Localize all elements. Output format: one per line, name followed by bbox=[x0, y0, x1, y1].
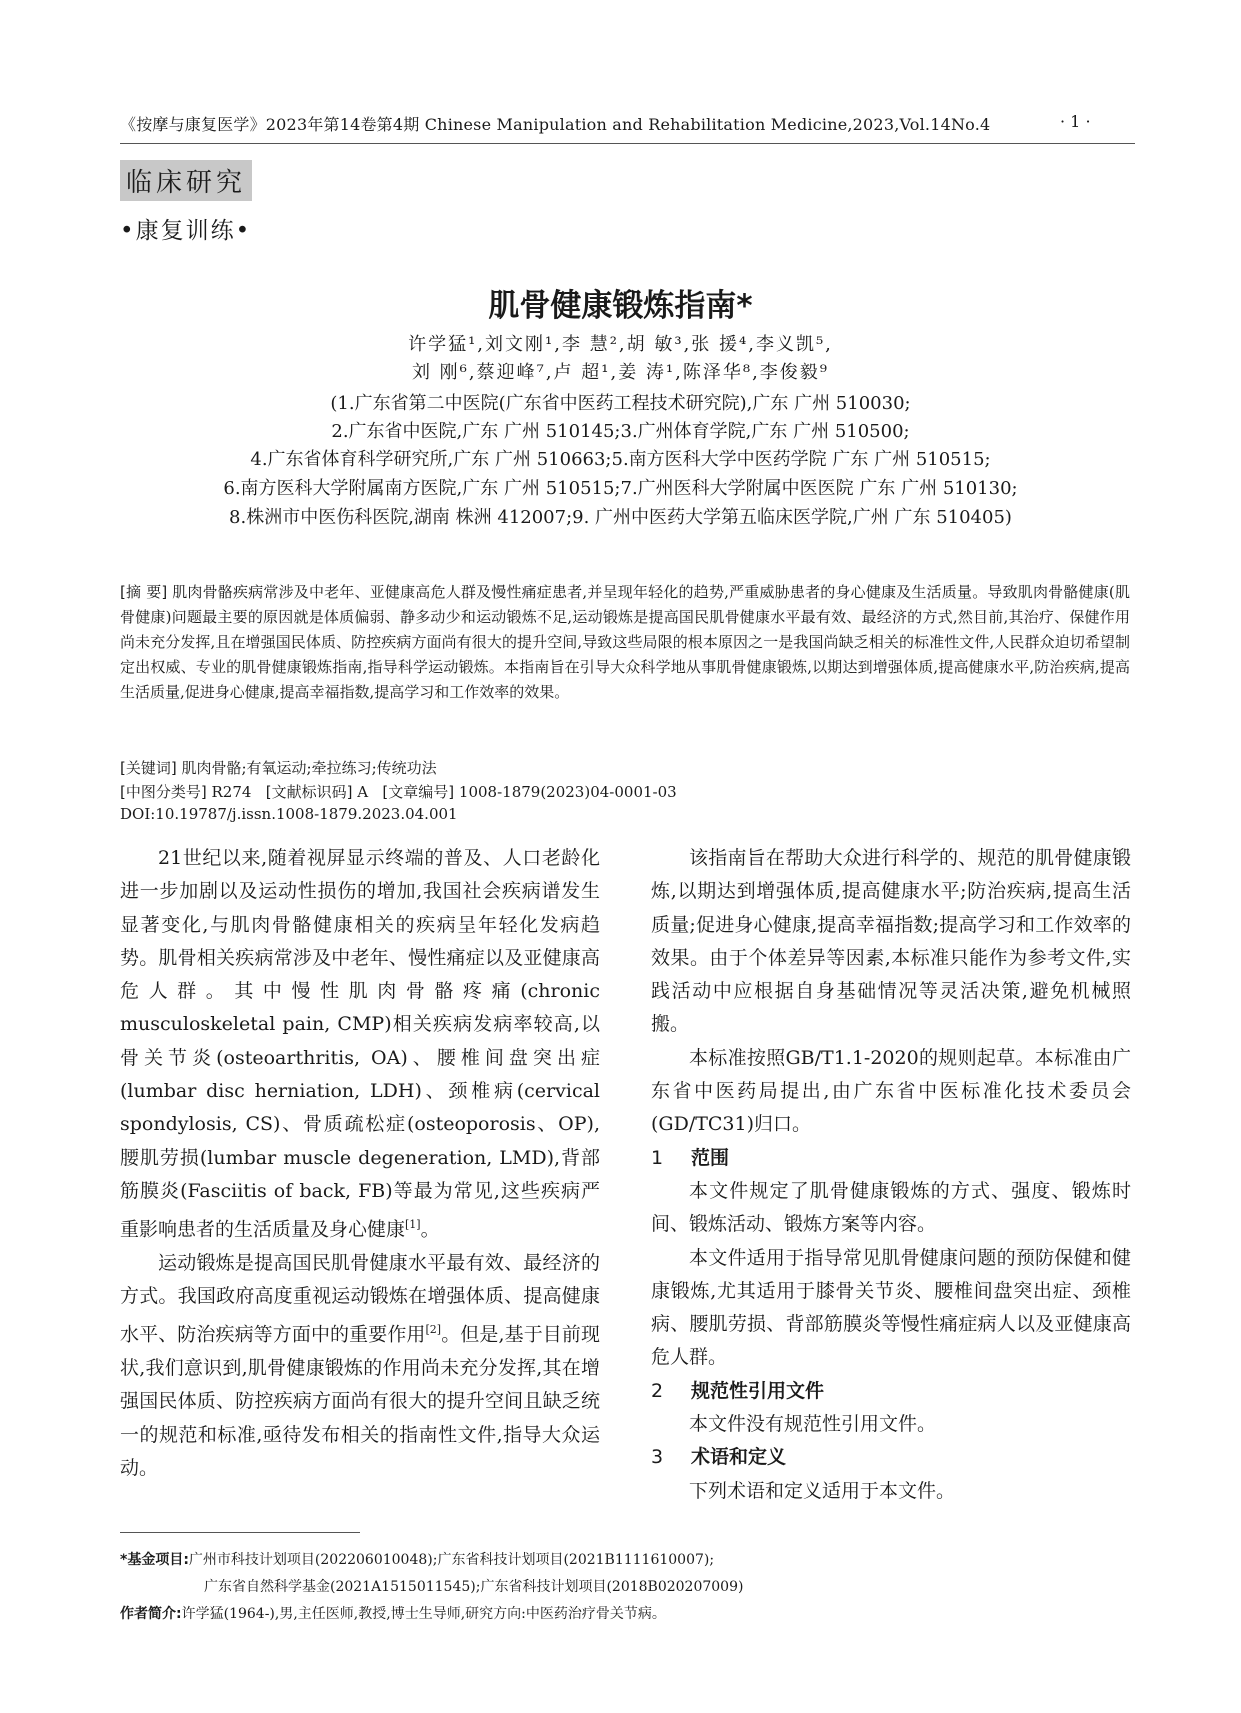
affiliation-line-5: 8.株洲市中医伤科医院,湖南 株洲 412007;9. 广州中医药大学第五临床医学院,广州 广东 510405) bbox=[229, 507, 1012, 528]
section-tag: 临床研究 bbox=[120, 160, 252, 201]
scope-paragraph-1: 本文件规定了肌骨健康锻炼的方式、强度、锻炼时间、锻炼活动、锻炼方案等内容。 bbox=[651, 1179, 1131, 1236]
header-rule bbox=[120, 143, 1135, 144]
references-paragraph: 本文件没有规范性引用文件。 bbox=[689, 1413, 937, 1436]
doi: DOI:10.19787/j.issn.1008-1879.2023.04.001 bbox=[120, 805, 458, 823]
terms-paragraph: 下列术语和定义适用于本文件。 bbox=[689, 1479, 956, 1502]
section-2-heading bbox=[651, 1375, 1131, 1408]
affiliation-line-2: 2.广东省中医院,广东 广州 510145;3.广州体育学院,广东 广州 510500; bbox=[331, 421, 910, 442]
intro-p2b-text: 。但是,基于目前现状,我们意识到,肌骨健康锻炼的作用尚未充分发挥,其在增强国民体质、防控疾病方面尚有很大的提升空间且缺乏统一的规范和标准,亟待发布相关的指南性文件,指导大众运动。 bbox=[120, 1323, 600, 1479]
classification-line bbox=[120, 781, 677, 802]
right-column bbox=[651, 842, 1131, 1508]
footnote-rule bbox=[120, 1532, 360, 1533]
section-1-heading bbox=[651, 1142, 1131, 1175]
drafting-paragraph: 本标准按照GB/T1.1-2020的规则起草。本标准由广东省中医药局提出,由广东省中医标准化技术委员会(GD/TC31)归口。 bbox=[651, 1046, 1131, 1136]
fund-footnote-line-2: 广东省自然科学基金(2021A1515011545);广东省科技计划项目(2018B020207009) bbox=[204, 1579, 744, 1595]
abstract-label: [摘 要] bbox=[120, 583, 168, 601]
intro-p1-end: 。 bbox=[420, 1218, 440, 1241]
section-3-heading bbox=[651, 1441, 1131, 1474]
section-2-number: 2 bbox=[651, 1379, 664, 1402]
citation-ref-2[interactable]: [2] bbox=[425, 1323, 442, 1337]
author-line-2: 刘 刚⁶,蔡迎峰⁷,卢 超¹,姜 涛¹,陈泽华⁸,李俊毅⁹ bbox=[411, 362, 830, 383]
keywords bbox=[120, 757, 437, 778]
intro-p1-text: 21世纪以来,随着视屏显示终端的普及、人口老龄化进一步加剧以及运动性损伤的增加,我国社会疾病谱发生显著变化,与肌肉骨骼健康相关的疾病呈年轻化发病趋势。肌骨相关疾病常涉及中老年、慢性痛症以及亚健康高危人群。其中慢性肌肉骨骼疼痛(chronic musculoskeletal pain, CMP)相关疾病发病率较高,以骨关节炎(osteoarthritis, OA)、腰椎间盘突出症(lumbar disc herniation, LDH)、颈椎病(cervical spondylosis, CS)、骨质疏松症(osteoporosis、OP),腰肌劳损(lumbar muscle degeneration, LMD),背部筋膜炎(Fasciitis of back, FB)等最为常见,这些疾病严重影响患者的生活质量及身心健康 bbox=[120, 847, 600, 1241]
abstract bbox=[120, 580, 1130, 705]
section-1-title: 范围 bbox=[691, 1146, 730, 1169]
author-bio-label: 作者简介: bbox=[120, 1606, 182, 1622]
section-3-title: 术语和定义 bbox=[691, 1446, 787, 1469]
author-line-1: 许学猛¹,刘文刚¹,李 慧²,胡 敏³,张 援⁴,李义凯⁵, bbox=[408, 334, 833, 355]
article-title: 肌骨健康锻炼指南* bbox=[488, 288, 753, 324]
keywords-text: 肌肉骨骼;有氧运动;牵拉练习;传统功法 bbox=[181, 759, 437, 777]
intro-p2a-text: 运动锻炼是提高国民肌骨健康水平最有效、最经济的方式。我国政府高度重视运动锻炼在增强体质、提高健康水平、防治疾病等方面中的重要作用 bbox=[120, 1251, 600, 1346]
purpose-paragraph: 该指南旨在帮助大众进行科学的、规范的肌骨健康锻炼,以期达到增强体质,提高健康水平;防治疾病,提高生活质量;促进身心健康,提高幸福指数;提高学习和工作效率的效果。由于个体差异等因素,本标准只能作为参考文件,实践活动中应根据自身基础情况等灵活决策,避免机械照搬。 bbox=[651, 847, 1131, 1036]
author-bio-text: 许学猛(1964-),男,主任医师,教授,博士生导师,研究方向:中医药治疗骨关节病。 bbox=[181, 1606, 666, 1622]
scope-paragraph-2: 本文件适用于指导常见肌骨健康问题的预防保健和健康锻炼,尤其适用于膝骨关节炎、腰椎间盘突出症、颈椎病、腰肌劳损、背部筋膜炎等慢性痛症病人以及亚健康高危人群。 bbox=[651, 1246, 1131, 1369]
page-number: · 1 · bbox=[1060, 112, 1091, 131]
article-number-label: [文章编号] bbox=[382, 783, 455, 801]
section-2-title: 规范性引用文件 bbox=[691, 1379, 825, 1402]
doc-code-label: [文献标识码] bbox=[265, 783, 353, 801]
affiliation-line-4: 6.南方医科大学附属南方医院,广东 广州 510515;7.广州医科大学附属中医医院 广东 广州 510130; bbox=[223, 478, 1018, 499]
keywords-label: [关键词] bbox=[120, 759, 177, 777]
abstract-text: 肌肉骨骼疾病常涉及中老年、亚健康高危人群及慢性痛症患者,并呈现年轻化的趋势,严重威胁患者的身心健康及生活质量。导致肌肉骨骼健康(肌骨健康)问题最主要的原因就是体质偏弱、静多动少和运动锻炼不足,运动锻炼是提高国民肌骨健康水平最有效、最经济的方式,然目前,其治疗、保健作用尚未充分发挥,且在增强国民体质、防控疾病方面尚有很大的提升空间,导致这些局限的根本原因之一是我国尚缺乏相关的标准性文件,人民群众迫切希望制定出权威、专业的肌骨健康锻炼指南,指导科学运动锻炼。本指南旨在引导大众科学地从事肌骨健康锻炼,以期达到增强体质,提高健康水平,防治疾病,提高生活质量,促进身心健康,提高幸福指数,提高学习和工作效率的效果。 bbox=[120, 583, 1130, 701]
affiliation-line-3: 4.广东省体育科学研究所,广东 广州 510663;5.南方医科大学中医药学院 广东 广州 510515; bbox=[250, 449, 991, 470]
left-column bbox=[120, 842, 600, 1485]
article-number-value: 1008-1879(2023)04-0001-03 bbox=[458, 783, 677, 801]
fund-text-1: 广州市科技计划项目(202206010048);广东省科技计划项目(2021B1111610007); bbox=[188, 1552, 715, 1568]
section-3-number: 3 bbox=[651, 1446, 664, 1469]
running-head: 《按摩与康复医学》2023年第14卷第4期 Chinese Manipulation and Rehabilitation Medicine,2023,Vol.14No.4 bbox=[120, 115, 991, 134]
intro-paragraph-2 bbox=[120, 1247, 600, 1485]
subsection-label: •康复训练• bbox=[120, 218, 252, 244]
affiliation-line-1: (1.广东省第二中医院(广东省中医药工程技术研究院),广东 广州 510030; bbox=[330, 393, 911, 414]
fund-footnote-line-1 bbox=[120, 1548, 714, 1572]
section-1-number: 1 bbox=[651, 1146, 664, 1169]
citation-ref-1[interactable]: [1] bbox=[405, 1218, 421, 1232]
clc-label: [中图分类号] bbox=[120, 783, 207, 801]
clc-value: R274 bbox=[211, 783, 252, 801]
doc-code-value: A bbox=[357, 783, 369, 801]
intro-paragraph-1 bbox=[120, 842, 600, 1247]
author-bio-footnote bbox=[120, 1602, 666, 1626]
fund-label: *基金项目: bbox=[120, 1552, 189, 1568]
